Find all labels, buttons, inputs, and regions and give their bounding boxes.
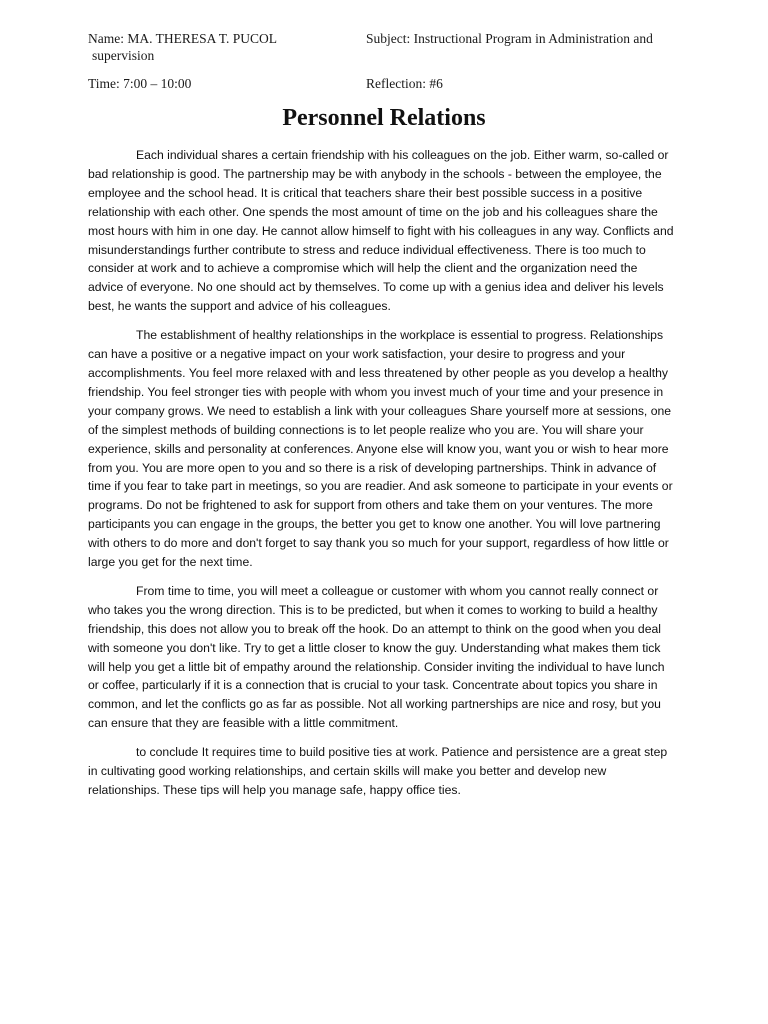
reflection-label: Reflection: #6 — [366, 76, 443, 91]
document-body — [88, 146, 676, 810]
author-name: Name: MA. THERESA T. PUCOL — [88, 31, 278, 46]
subject-label: Subject: Instructional Program in Administration and — [366, 31, 653, 46]
header-row-name-subject — [88, 30, 688, 47]
document-title: Personnel Relations — [282, 105, 486, 131]
subject-continuation: supervision — [92, 48, 155, 63]
time-label: Time: 7:00 – 10:00 — [88, 76, 192, 91]
document-header — [88, 30, 688, 92]
paragraph: From time to time, you will meet a colleague or customer with whom you cannot really connect or who takes you the wrong direction. This is to be predicted, but when it comes to working to build a healthy friendship, this does not allow you to break off the hook. Do an attempt to think on the good when you deal with someone you don't like. Try to get a little closer to know the guy. Understanding what makes them tick will help you get a little bit of empathy around the relationship. Consider inviting the individual to have lunch or coffee, particularly if it is a connection that is crucial to your task. Concentrate about topics you share in common, and let the conflicts go as far as possible. Not all working partnerships are nice and rosy, but you can ensure that they are feasible with a little commitment. — [88, 583, 665, 731]
header-row-time-reflection — [88, 75, 688, 92]
paragraph: Each individual shares a certain friendship with his colleagues on the job. Either warm, so-called or bad relationship is good. The partnership may be with anybody in the schools - between the employee, the employee and the school head. It is critical that teachers share their best possible success in a positive relationship with each other. One spends the most amount of time on the job and his colleagues share the most hours with him in one day. He cannot allow himself to fight with his colleagues in any way. Conflicts and misunderstandings further contribute to stress and reduce individual effectiveness. There is too much to consider at work and to achieve a compromise which will help the client and the organization need the advice of everyone. No one should act by themselves. To come up with a genius idea and deliver his levels best, he wants the support and advice of his colleagues. — [88, 148, 674, 314]
paragraph: The establishment of healthy relationships in the workplace is essential to progress. Relationships can have a positive or a negative impact on your work satisfaction, your desire to progress and your accomplishments. You feel more relaxed with and less threatened by other people as you develop a healthy friendship. You feel stronger ties with people with whom you invest much of your time and your presence in your company grows. We need to establish a link with your colleagues Share yourself more at sessions, one of the simplest methods of building connections is to let people realize who you are. You will share your experience, skills and personality at conferences. Anyone else will know you, want you or wish to hear more from you. You are more open to you and so there is a risk of developing partnerships. Think in advance of time if you fear to take part in meetings, so you are readier. And ask someone to participate in your events or programs. Do not be frightened to ask for support from others and take them on your ventures. The more participants you can engage in the groups, the better you get to know one another. You will love partnering with others to do more and don't forget to say thank you so much for your support, regardless of how little or large you get for the next time. — [88, 328, 673, 570]
paragraph: to conclude It requires time to build positive ties at work. Patience and persistence are a great step in cultivating good working relationships, and certain skills will make you better and develop new relationships. These tips will help you manage safe, happy office ties. — [88, 745, 668, 797]
